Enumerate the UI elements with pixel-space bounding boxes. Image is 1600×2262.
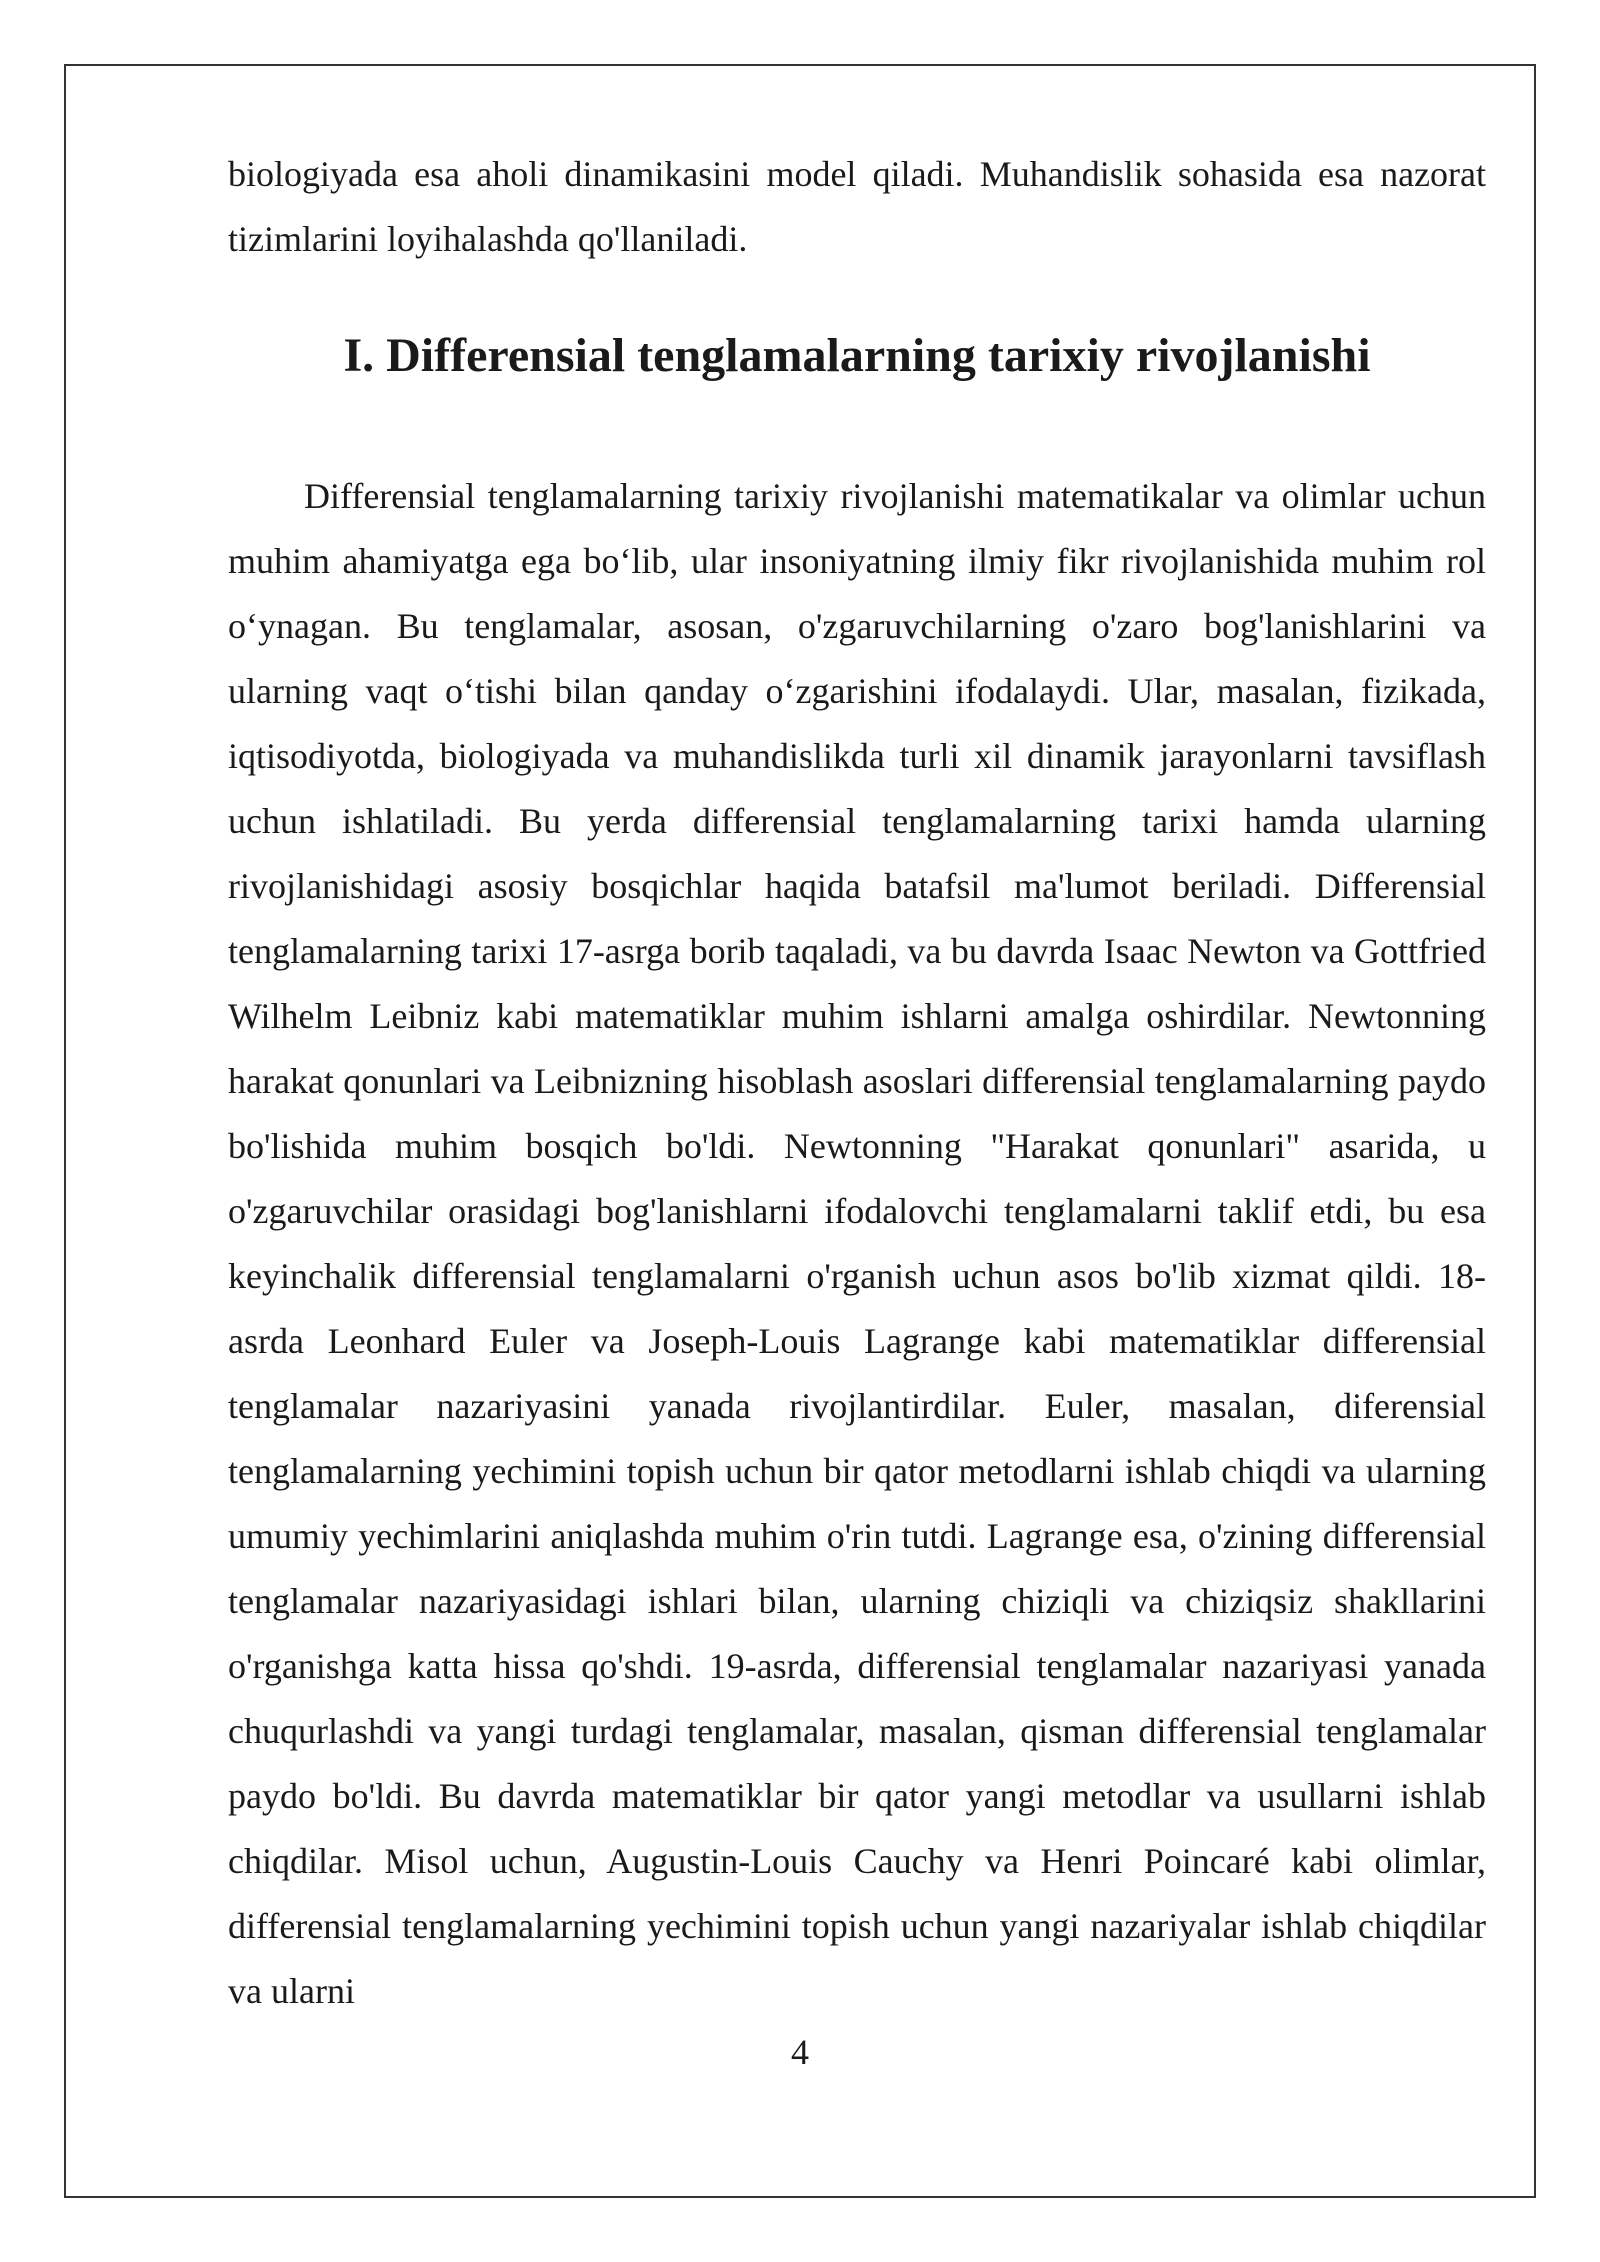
page-number: 4: [791, 2032, 809, 2072]
section-heading: I. Differensial tenglamalarning tarixiy rivojlanishi: [343, 329, 1371, 382]
body-paragraph: Differensial tenglamalarning tarixiy rivojlanishi matematikalar va olimlar uchun muhim ahamiyatga ega bo‘lib, ular insoniyatning ilmiy fikr rivojlanishida muhim rol o‘ynagan. Bu tenglamalar, asosan, o'zgaruvchilarning o'zaro bog'lanishlarini va ularning vaqt o‘tishi bilan qanday o‘zgarishini ifodalaydi. Ular, masalan, fizikada, iqtisodiyotda, biologiyada va muhandislikda turli xil dinamik jarayonlarni tavsiflash uchun ishlatiladi. Bu yerda differensial tenglamalarning tarixi hamda ularning rivojlanishidagi asosiy bosqichlar haqida batafsil ma'lumot beriladi. Differensial tenglamalarning tarixi 17-asrga borib taqaladi, va bu davrda Isaac Newton va Gottfried Wilhelm Leibniz kabi matematiklar muhim ishlarni amalga oshirdilar. Newtonning harakat qonunlari va Leibnizning hisoblash asoslari differensial tenglamalarning paydo bo'lishida muhim bosqich bo'ldi. Newtonning "Harakat qonunlari" asarida, u o'zgaruvchilar orasidagi bog'lanishlarni ifodalovchi tenglamalarni taklif etdi, bu esa keyinchalik differensial tenglamalarni o'rganish uchun asos bo'lib xizmat qildi. 18-asrda Leonhard Euler va Joseph-Louis Lagrange kabi matematiklar differensial tenglamalar nazariyasini yanada rivojlantirdilar. Euler, masalan, diferensial tenglamalarning yechimini topish uchun bir qator metodlarni ishlab chiqdi va ularning umumiy yechimlarini aniqlashda muhim o'rin tutdi. Lagrange esa, o'zining differensial tenglamalar nazariyasidagi ishlari bilan, ularning chiziqli va chiziqsiz shakllarini o'rganishga katta hissa qo'shdi. 19-asrda, differensial tenglamalar nazariyasi yanada chuqurlashdi va yangi turdagi tenglamalar, masalan, qisman differensial tenglamalar paydo bo'ldi. Bu davrda matematiklar bir qator yangi metodlar va usullarni ishlab chiqdilar. Misol uchun, Augustin-Louis Cauchy va Henri Poincaré kabi olimlar, differensial tenglamalarning yechimini topish uchun yangi nazariyalar ishlab chiqdilar va ularni: [228, 476, 1486, 2011]
intro-paragraph: biologiyada esa aholi dinamikasini model qiladi. Muhandislik sohasida esa nazorat tizimlarini loyihalashda qo'llaniladi.: [228, 154, 1486, 259]
